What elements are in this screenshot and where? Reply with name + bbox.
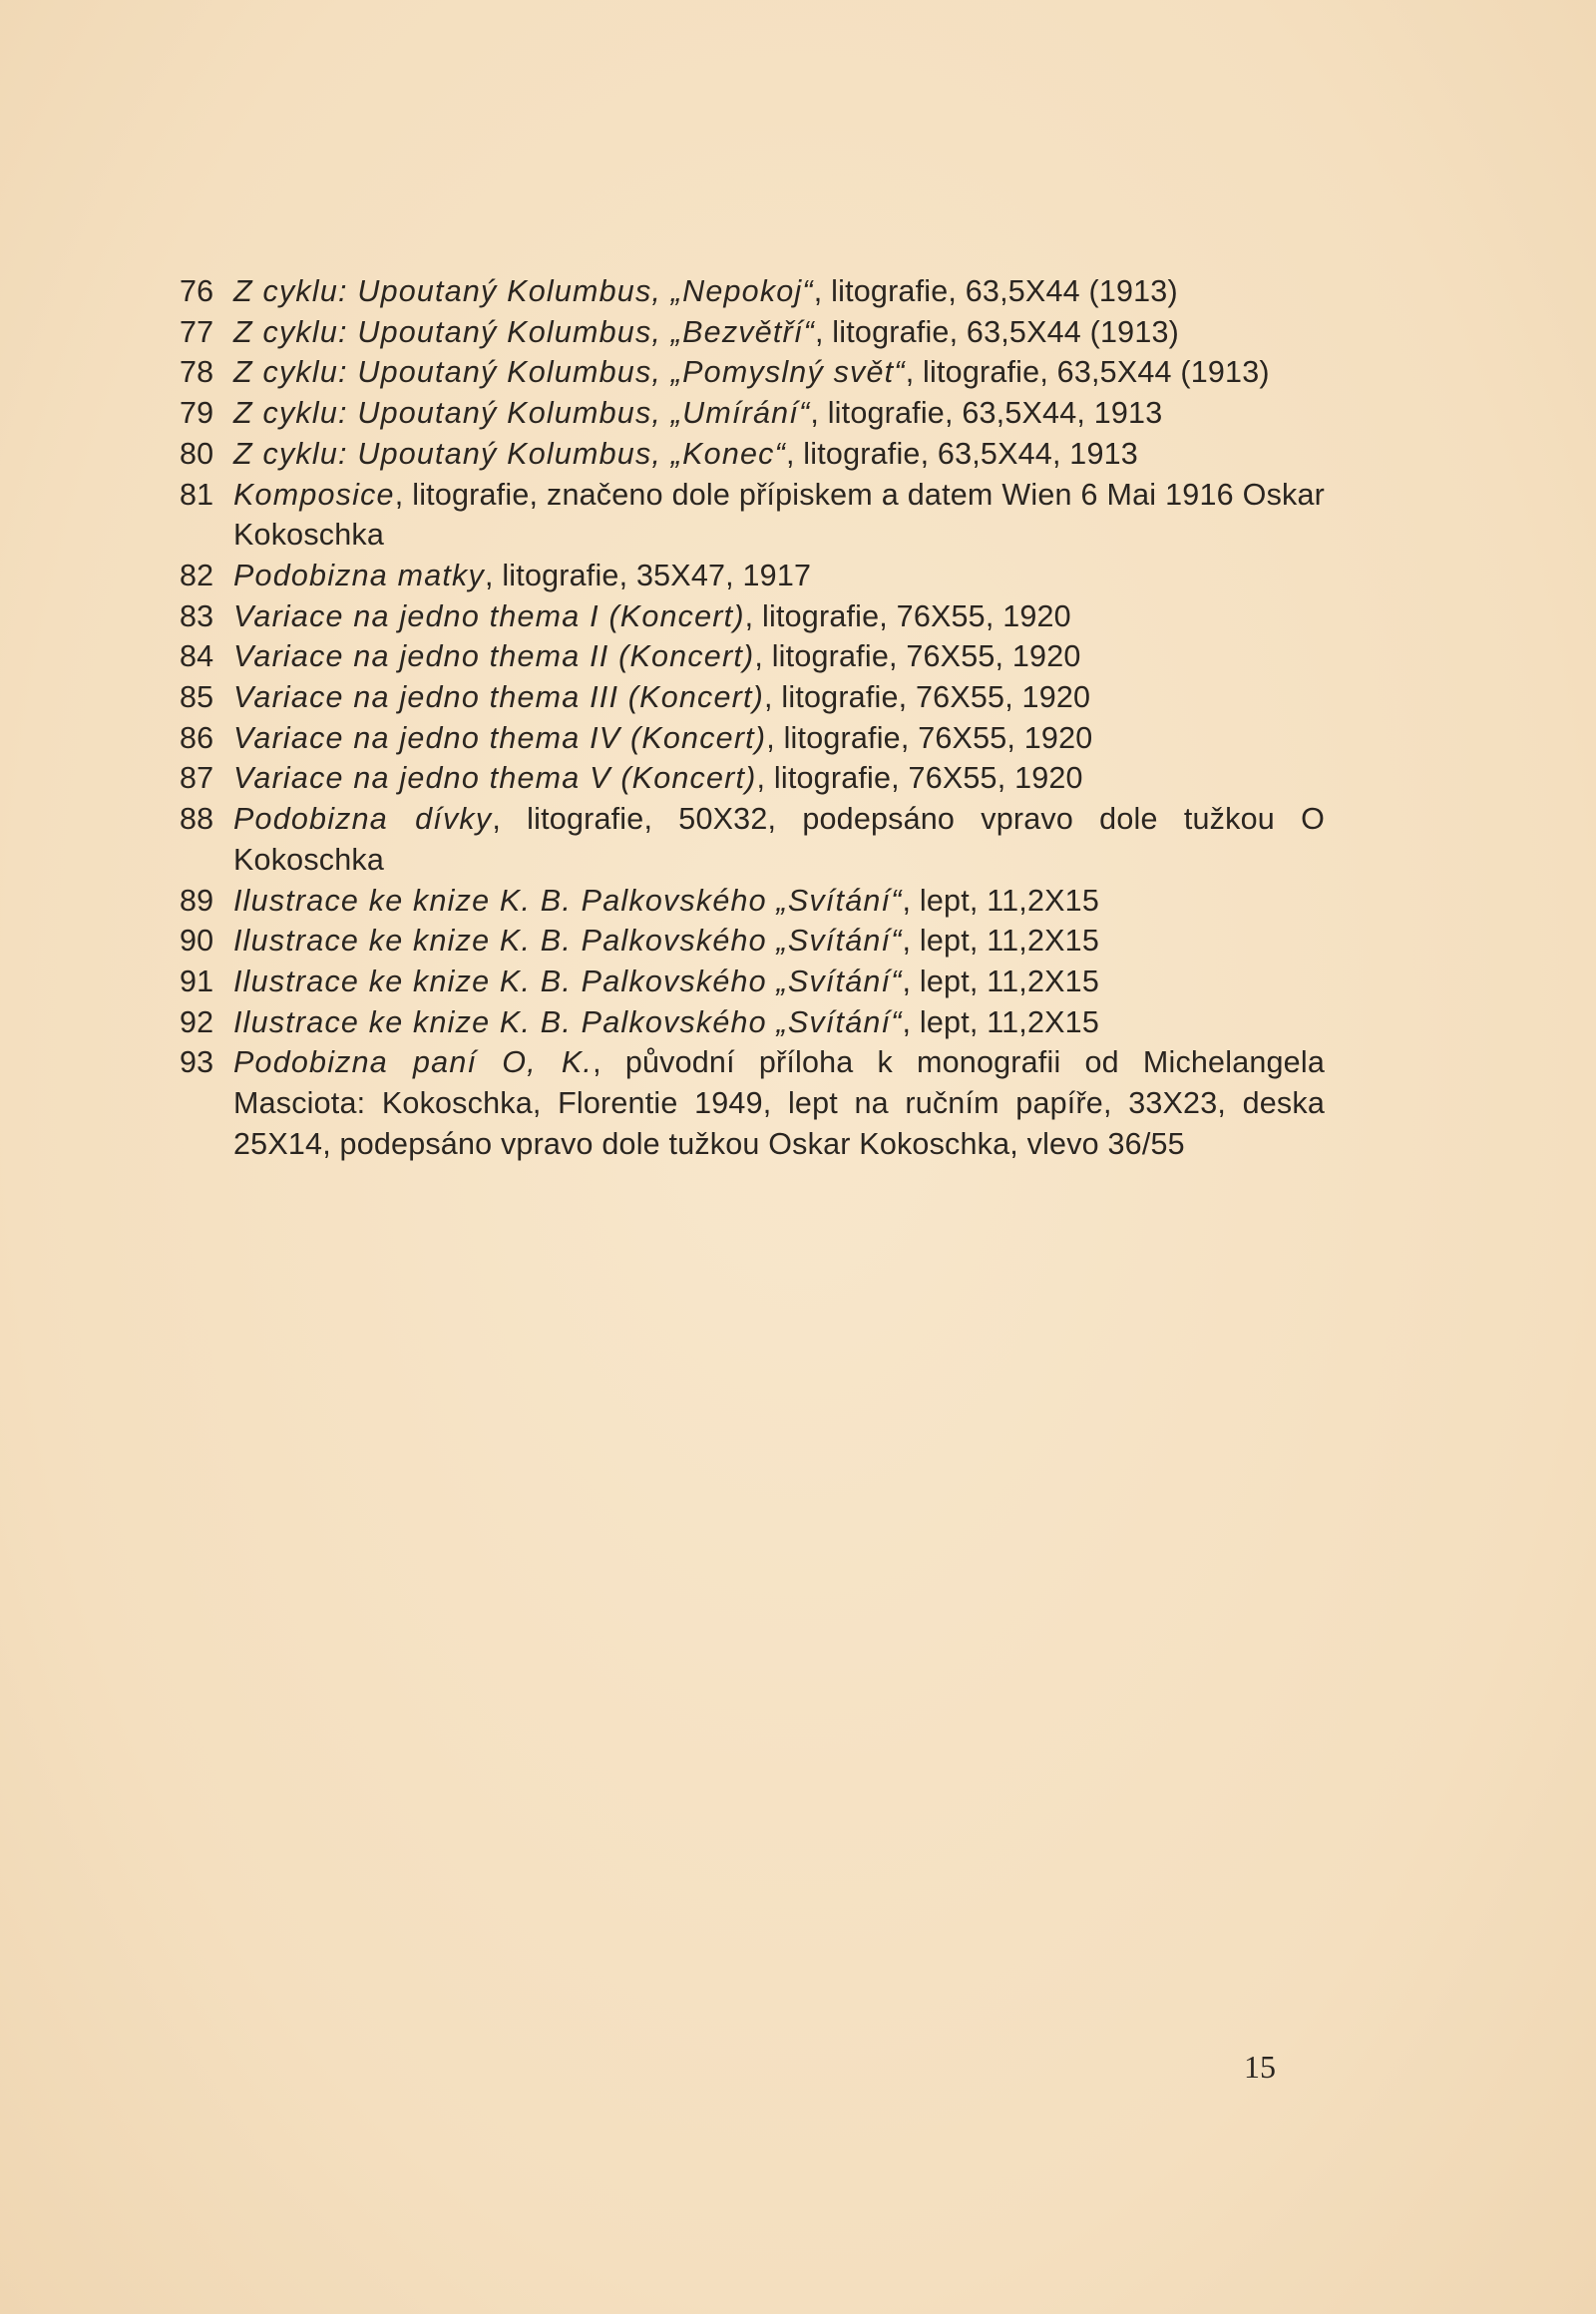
entry-number: 90	[180, 924, 214, 959]
entry-title: Komposice	[233, 477, 395, 512]
catalog-entry	[180, 271, 1325, 312]
entry-title: Variace na jedno thema I (Koncert)	[233, 598, 745, 633]
entry-number: 82	[180, 558, 214, 592]
entry-title: Podobizna matky	[233, 558, 485, 592]
catalog-entry	[180, 636, 1325, 677]
entry-number: 91	[180, 964, 214, 998]
entry-number: 80	[180, 436, 214, 471]
entry-title: Z cyklu: Upoutaný Kolumbus, „Pomyslný svět“	[233, 355, 906, 390]
entry-title: Variace na jedno thema IV (Koncert)	[233, 720, 767, 755]
catalog-entry	[180, 596, 1325, 637]
entry-details: , litografie, 76X55, 1920	[766, 720, 1093, 755]
catalog-entry	[180, 921, 1325, 962]
catalog-entry	[180, 312, 1325, 353]
entry-title: Variace na jedno thema III (Koncert)	[233, 680, 765, 715]
catalog-entry	[180, 475, 1325, 556]
catalog-entry	[180, 434, 1325, 475]
page-number: 15	[1244, 2049, 1276, 2085]
entry-details: , lept, 11,2X15	[902, 1004, 1099, 1039]
entry-title: Variace na jedno thema II (Koncert)	[233, 639, 755, 674]
catalog-entry	[180, 799, 1325, 880]
entry-details: , litografie, 50X32, podepsáno vpravo dole tužkou O Kokoschka	[233, 802, 1325, 877]
entry-number: 87	[180, 761, 214, 796]
entry-details: , litografie, 63,5X44 (1913)	[905, 355, 1270, 390]
entry-details: , litografie, 35X47, 1917	[484, 558, 812, 592]
entry-title: Variace na jedno thema V (Koncert)	[233, 761, 757, 796]
entry-details: , litografie, 76X55, 1920	[744, 598, 1071, 633]
catalog-entry	[180, 881, 1325, 922]
entry-details: , litografie, 76X55, 1920	[756, 761, 1083, 796]
entry-number: 76	[180, 274, 214, 308]
entry-number: 85	[180, 680, 214, 715]
entry-details: , původní příloha k monografii od Michelangela Masciota: Kokoschka, Florentie 1949, lept na ručním papíře, 33X23, deska 25X14, podepsáno vpravo dole tužkou Oskar Kokoschka, vlevo 36/55	[233, 1045, 1325, 1161]
entry-title: Ilustrace ke knize K. B. Palkovského „Svítání“	[233, 883, 903, 918]
entry-title: Z cyklu: Upoutaný Kolumbus, „Nepokoj“	[233, 274, 814, 308]
catalog-entry	[180, 556, 1325, 596]
entry-title: Ilustrace ke knize K. B. Palkovského „Svítání“	[233, 1004, 903, 1039]
entry-number: 78	[180, 355, 214, 390]
catalog-entry	[180, 1002, 1325, 1043]
catalog-entry	[180, 1042, 1325, 1164]
entry-title: Podobizna dívky	[233, 802, 493, 837]
catalog-entry	[180, 962, 1325, 1002]
entry-details: , litografie, 63,5X44 (1913)	[814, 314, 1180, 349]
entry-number: 89	[180, 883, 214, 918]
entry-details: , litografie, 76X55, 1920	[754, 639, 1081, 674]
entry-number: 86	[180, 720, 214, 755]
entry-details: , litografie, značeno dole přípiskem a datem Wien 6 Mai 1916 Oskar Kokoschka	[233, 477, 1325, 553]
entry-title: Ilustrace ke knize K. B. Palkovského „Svítání“	[233, 924, 903, 959]
entry-number: 83	[180, 598, 214, 633]
entry-title: Z cyklu: Upoutaný Kolumbus, „Umírání“	[233, 396, 811, 431]
entry-number: 84	[180, 639, 214, 674]
entry-details: , litografie, 76X55, 1920	[764, 680, 1091, 715]
entry-number: 92	[180, 1004, 214, 1039]
entry-details: , lept, 11,2X15	[902, 883, 1099, 918]
entry-number: 93	[180, 1045, 214, 1080]
entry-details: , lept, 11,2X15	[902, 964, 1099, 998]
catalog-entry	[180, 393, 1325, 434]
entry-number: 88	[180, 802, 214, 837]
entry-number: 79	[180, 396, 214, 431]
catalog-entry	[180, 352, 1325, 393]
entry-title: Z cyklu: Upoutaný Kolumbus, „Bezvětří“	[233, 314, 815, 349]
entry-title: Podobizna paní O, K.	[233, 1045, 594, 1080]
entry-details: , litografie, 63,5X44 (1913)	[813, 274, 1178, 308]
entry-details: , lept, 11,2X15	[902, 924, 1099, 959]
entry-number: 81	[180, 477, 214, 512]
catalog-list	[180, 271, 1325, 1164]
entry-title: Ilustrace ke knize K. B. Palkovského „Svítání“	[233, 964, 903, 998]
catalog-entry	[180, 677, 1325, 718]
catalog-entry	[180, 758, 1325, 799]
entry-details: , litografie, 63,5X44, 1913	[785, 436, 1138, 471]
entry-number: 77	[180, 314, 214, 349]
catalog-entry	[180, 718, 1325, 759]
entry-title: Z cyklu: Upoutaný Kolumbus, „Konec“	[233, 436, 786, 471]
entry-details: , litografie, 63,5X44, 1913	[810, 396, 1163, 431]
